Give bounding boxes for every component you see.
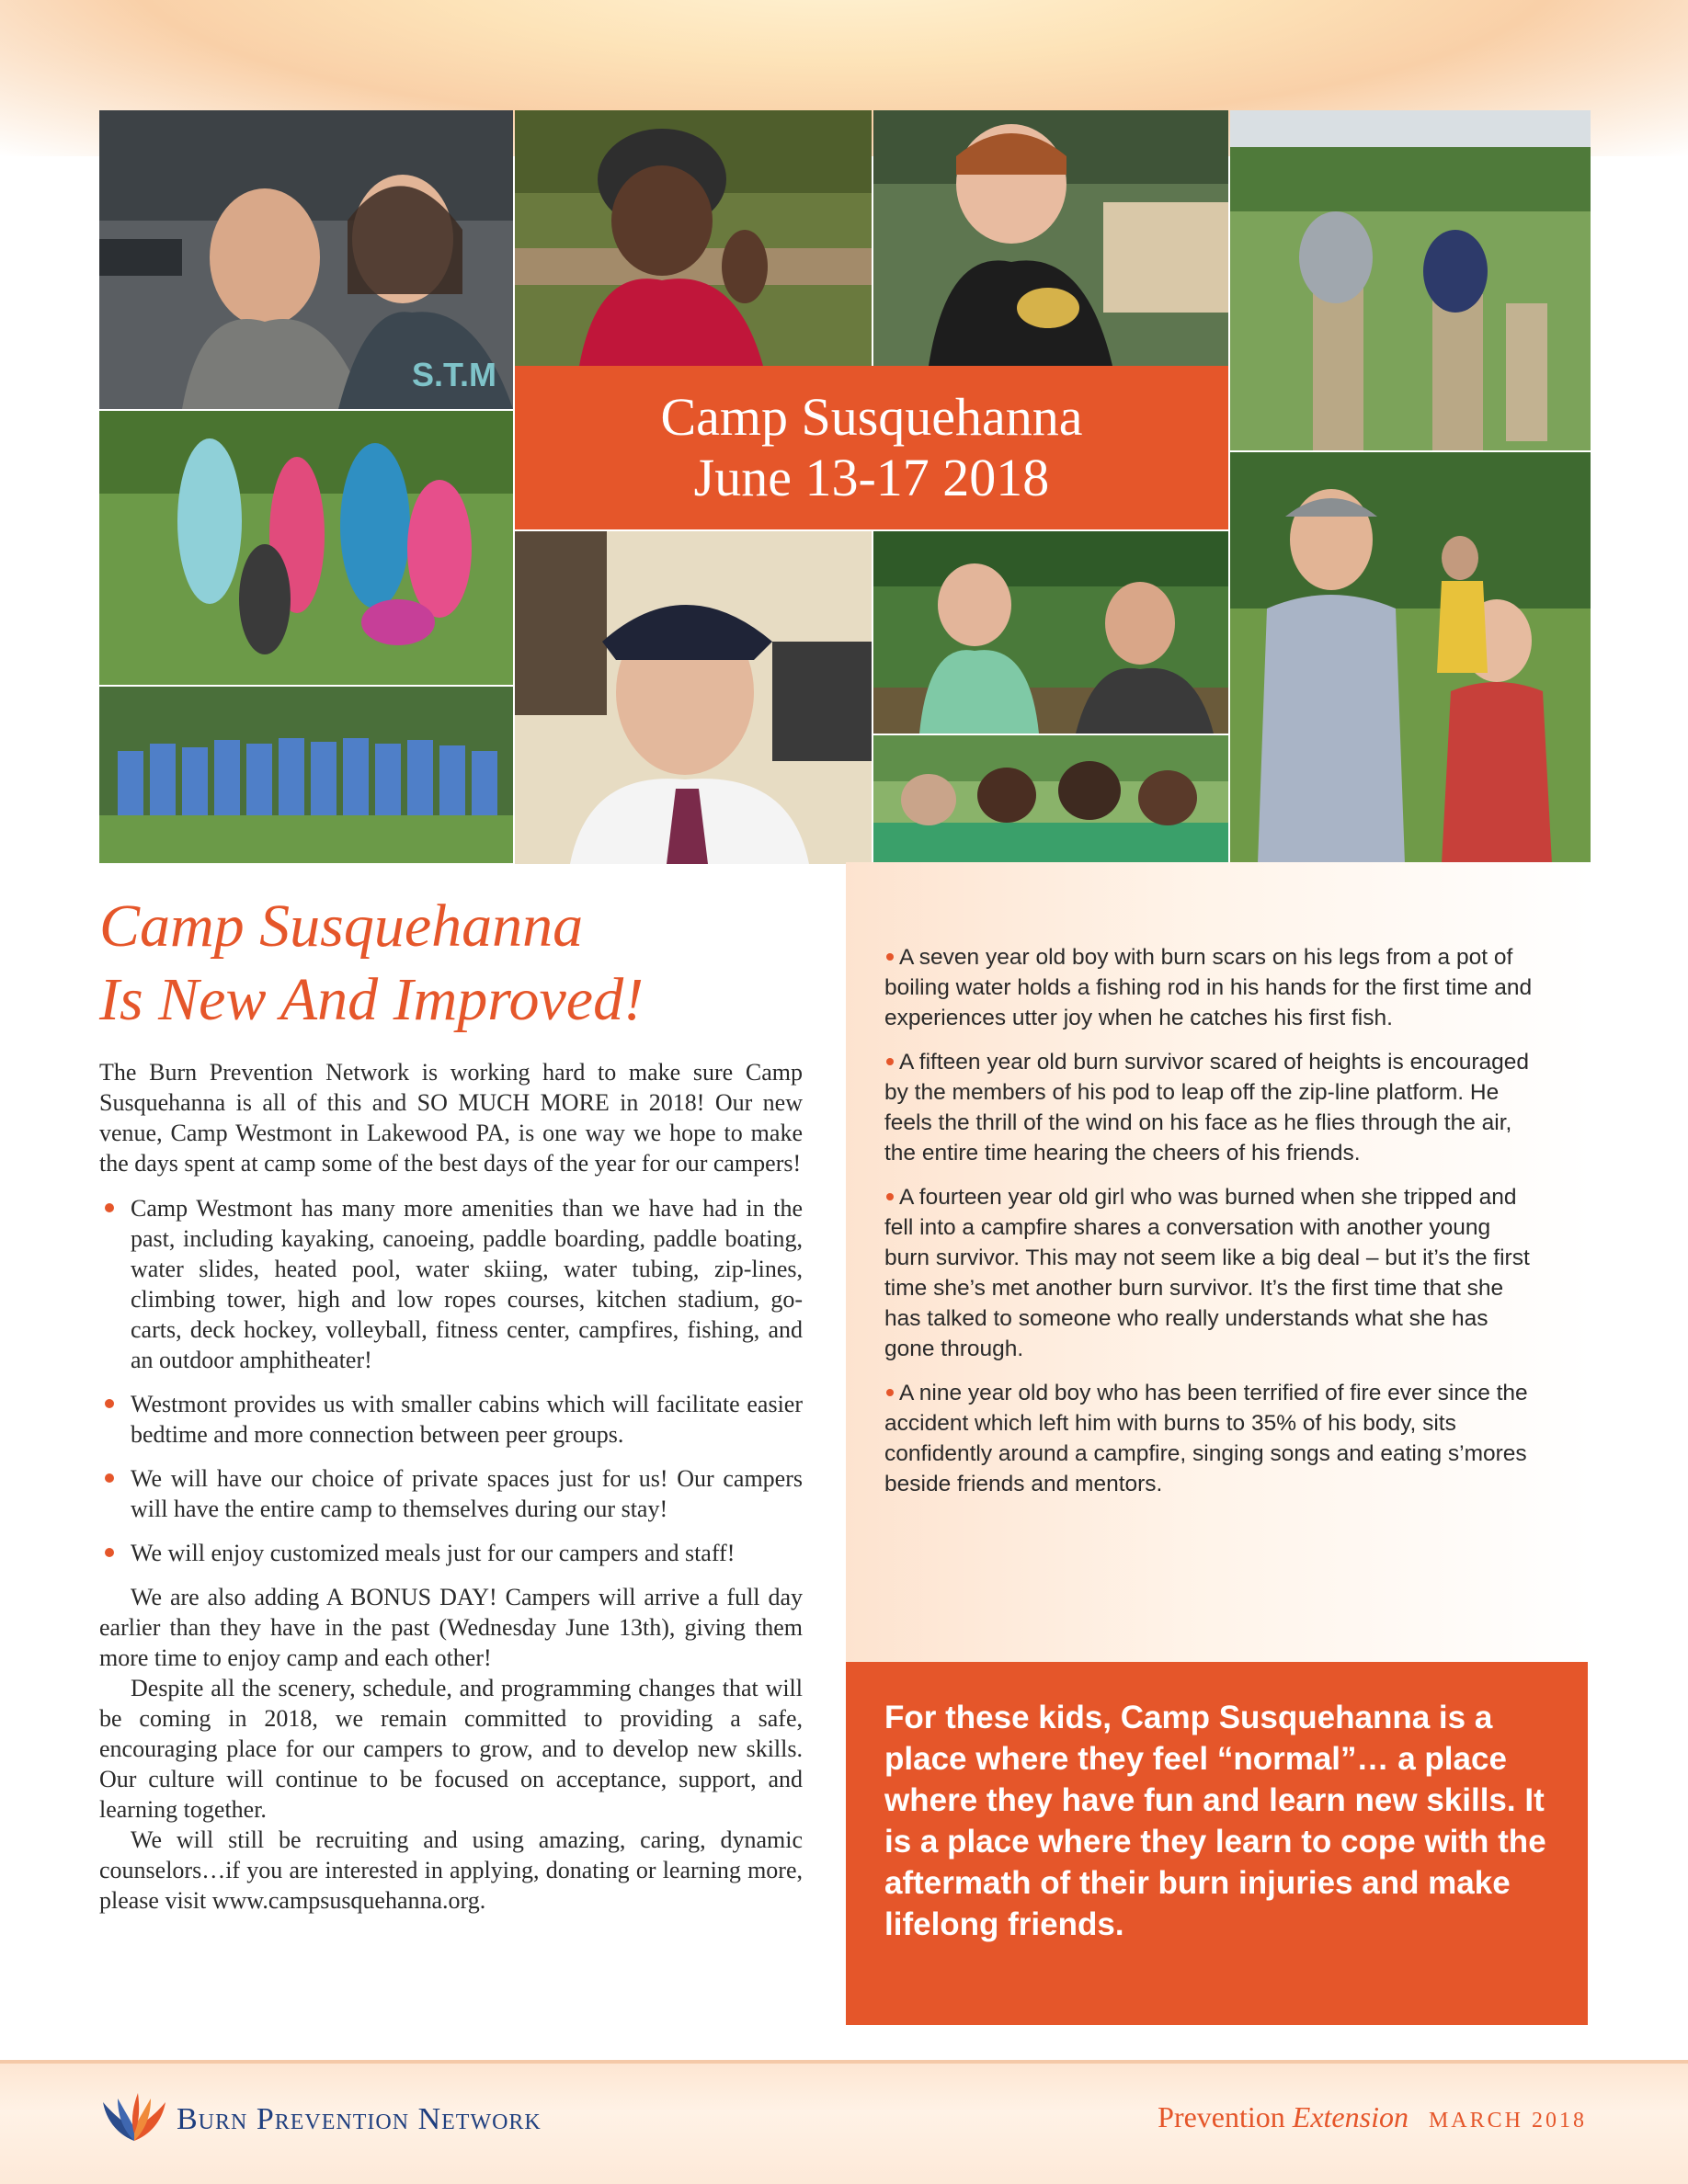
list-item: Westmont provides us with smaller cabins which will facilitate easier bedtime and more connection between peer groups. [99, 1389, 803, 1450]
photo-group-blue-shirts [99, 687, 513, 863]
photo-smiling-boy-helmet [515, 110, 872, 366]
photo-boy-police-hat [515, 531, 872, 864]
article-intro: The Burn Prevention Network is working hard to make sure Camp Susquehanna is all of this and SO MUCH MORE in 2018! Our new venue, Camp Westmont in Lakewood PA, is one way we hope to make the days spent at camp some of the best days of the year for our campers! [99, 1059, 803, 1177]
story-item: A nine year old boy who has been terrified of fire ever since the accident which left him with burns to 35% of his body, sits confidently around a campfire, singing songs and eating s’mores beside friends and mentors. [884, 1381, 1528, 1496]
pub-date: MARCH 2018 [1428, 2109, 1587, 2133]
bullet-dot-icon [886, 953, 894, 961]
bullet-dot-icon [886, 1389, 894, 1396]
banner-dates: June 13-17 2018 [693, 448, 1050, 507]
bullet-dot-icon [886, 1193, 894, 1200]
bullet-dot-icon [886, 1058, 894, 1065]
bullet-dot-icon [105, 1203, 114, 1212]
bullet-dot-icon [105, 1399, 114, 1408]
banner-title: Camp Susquehanna [660, 387, 1083, 447]
list-item: Camp Westmont has many more amenities than we have had in the past, including kayaking, canoeing, paddle boarding, paddle boating, water slides, heated pool, water skiing, water tubing, zip-lines, climbing tower, high and low ropes courses, kitchen stadium, go-carts, deck hockey, volleyball, fitness center, campfires, fishing, and an outdoor amphitheater! [99, 1193, 803, 1375]
story-item: A fourteen year old girl who was burned when she tripped and fell into a campfire shares a conversation with another young burn survivor. This may not seem like a big deal – but it’s the first time she’s met another burn survivor. It’s the first time that she has talked to someone who really understands what she has gone through. [884, 1185, 1530, 1361]
camper-stories [884, 942, 1541, 1513]
article-headline [99, 890, 798, 1037]
amenities-list [99, 1193, 803, 1568]
commitment-paragraph: Despite all the scenery, schedule, and programming changes that will be coming in 2018, we remain committed to providing a safe, encouraging place for our campers to grow, and to develop new skills. Our culture will continue to be focused on acceptance, support, and learning together. [99, 1675, 803, 1823]
bullet-dot-icon [105, 1473, 114, 1483]
publication-info [1158, 2100, 1587, 2134]
photo-sack-race [1230, 110, 1591, 450]
headline-line-2: Is New And Improved! [99, 966, 644, 1033]
normal-callout-box [846, 1662, 1588, 2025]
callout-text: For these kids, Camp Susquehanna is a place where they feel “normal”… a place where they have fun and learn new skills. It is a place where they learn to cope with the aftermath of their burn injuries and make lifelong friends. [884, 1700, 1546, 1942]
photo-girls-poolside [873, 735, 1228, 864]
org-name: Burn Prevention Network [177, 2102, 542, 2136]
list-item: We will have our choice of private spaces just for us! Our campers will have the entire camp to themselves during our stay! [99, 1463, 803, 1524]
counselors-paragraph: We will still be recruiting and using amazing, caring, dynamic counselors…if you are interested in applying, donating or learning more, please visit www.campsusquehanna.org. [99, 1826, 803, 1914]
bonus-day-paragraph: We are also adding A BONUS DAY! Campers will arrive a full day earlier than they have in the past (Wednesday June 13th), giving them more time to enjoy camp and each other! [99, 1584, 803, 1671]
flame-wings-logo-icon [101, 2091, 167, 2143]
photo-boy-holding-rock [873, 110, 1228, 366]
svg-text:S.T.M: S.T.M [412, 356, 497, 393]
pub-prefix: Prevention [1158, 2100, 1285, 2133]
photo-campers-cheering [873, 531, 1228, 734]
photo-two-campers-selfie [99, 110, 513, 409]
photo-group-on-lawn [99, 411, 513, 685]
bullet-dot-icon [105, 1548, 114, 1557]
pub-title: Extension [1292, 2100, 1409, 2133]
photo-hikers-in-field [1230, 452, 1591, 864]
story-item: A fifteen year old burn survivor scared of heights is encouraged by the members of his pod to leap off the zip-line platform. He feels the thrill of the wind on his face as he flies through the air, the entire time hearing the cheers of his friends. [884, 1050, 1530, 1166]
headline-line-1: Camp Susquehanna [99, 893, 584, 960]
list-item: We will enjoy customized meals just for our campers and staff! [99, 1538, 803, 1568]
story-item: A seven year old boy with burn scars on his legs from a pot of boiling water holds a fishing rod in his hands for the first time and experiences utter joy when he catches his first fish. [884, 945, 1533, 1030]
article-body [99, 1057, 803, 1916]
camp-banner [515, 366, 1228, 529]
